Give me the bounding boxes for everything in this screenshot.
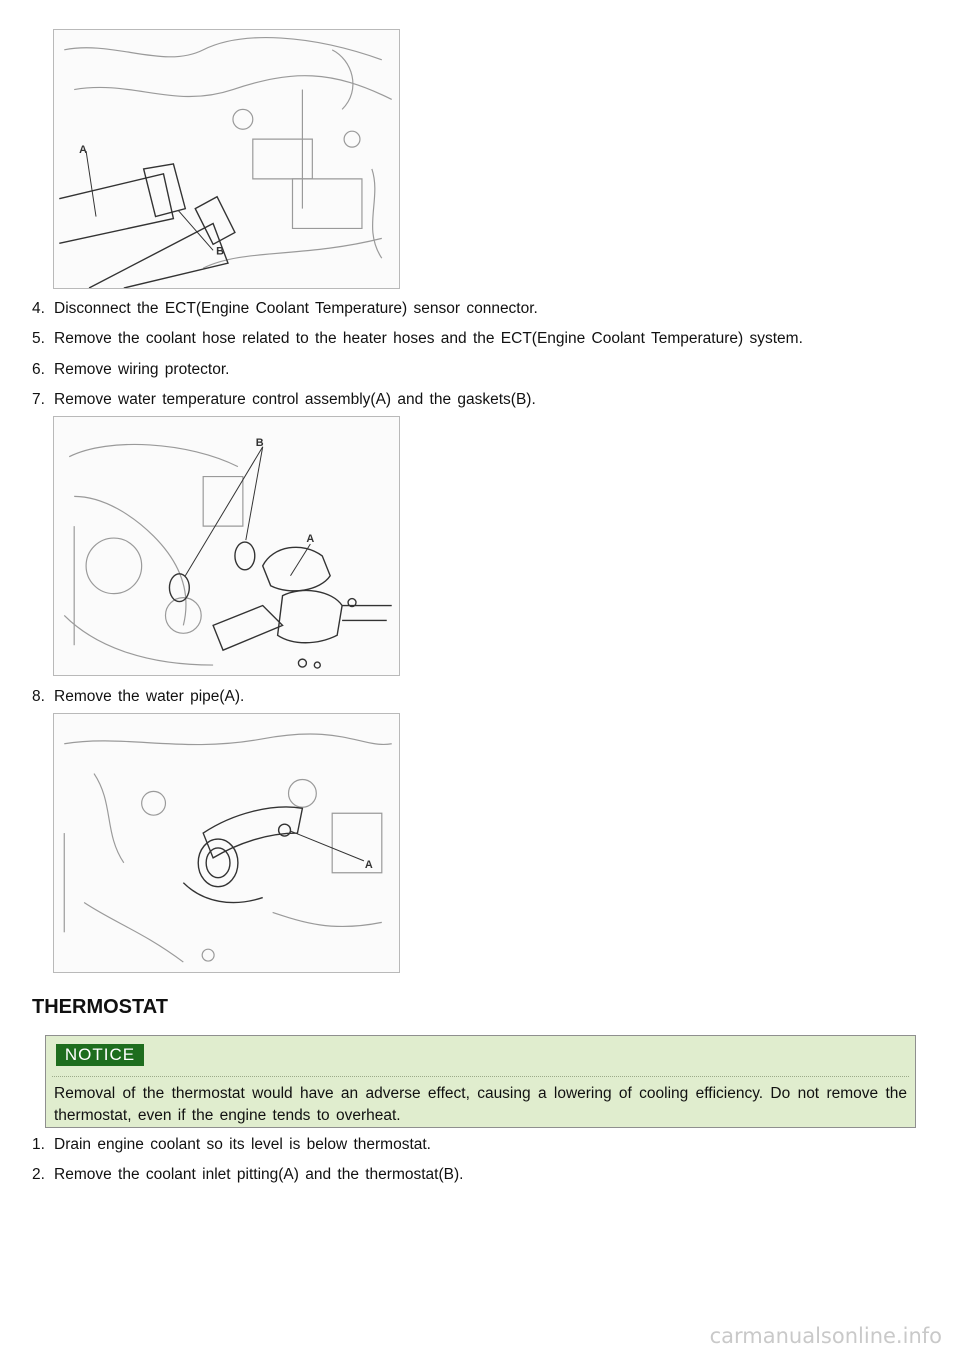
step-8 [32, 687, 244, 707]
step-number: 4. [32, 300, 45, 317]
step-7 [32, 390, 536, 410]
watermark: carmanualsonline.info [709, 1324, 942, 1348]
notice-text: Removal of the thermostat would have an adverse effect, causing a lowering of cooling efficiency. Do not remove the thermostat, even if the engine tends to overheat. [54, 1085, 907, 1124]
figure-hose-clamps [53, 29, 400, 289]
step-text: Remove the coolant hose related to the heater hoses and the ECT(Engine Coolant Temperature) system. [54, 330, 803, 347]
figure-water-temp-control [53, 416, 400, 676]
step-number: 1. [32, 1136, 45, 1153]
step-number: 8. [32, 688, 45, 705]
water-temp-control-illustration [54, 417, 399, 675]
step-6 [32, 360, 229, 380]
figure-label-b: B [255, 436, 264, 449]
step-text: Remove wiring protector. [54, 361, 230, 378]
figure-label-b: B [216, 245, 224, 258]
section-title: THERMOSTAT [32, 996, 168, 1018]
notice-divider [52, 1076, 909, 1077]
step-number: 7. [32, 391, 45, 408]
thermostat-step-1 [32, 1135, 431, 1155]
step-4 [32, 299, 538, 319]
step-number: 2. [32, 1166, 45, 1183]
step-number: 6. [32, 361, 45, 378]
hose-clamp-illustration [54, 30, 399, 288]
step-text: Disconnect the ECT(Engine Coolant Temperature) sensor connector. [54, 300, 538, 317]
figure-water-pipe [53, 713, 400, 973]
step-text: Remove water temperature control assembly(A) and the gaskets(B). [54, 391, 536, 408]
thermostat-step-2 [32, 1165, 463, 1185]
notice-box [45, 1035, 916, 1128]
notice-badge: NOTICE [56, 1044, 144, 1066]
step-text: Remove the coolant inlet pitting(A) and the thermostat(B). [54, 1166, 464, 1183]
water-pipe-illustration [54, 714, 399, 972]
step-text: Drain engine coolant so its level is below thermostat. [54, 1136, 431, 1153]
figure-label-a: A [79, 144, 88, 157]
figure-label-a: A [306, 533, 315, 546]
figure-label-a: A [364, 858, 373, 871]
step-text: Remove the water pipe(A). [54, 688, 245, 705]
step-number: 5. [32, 330, 45, 347]
step-5 [32, 329, 803, 349]
